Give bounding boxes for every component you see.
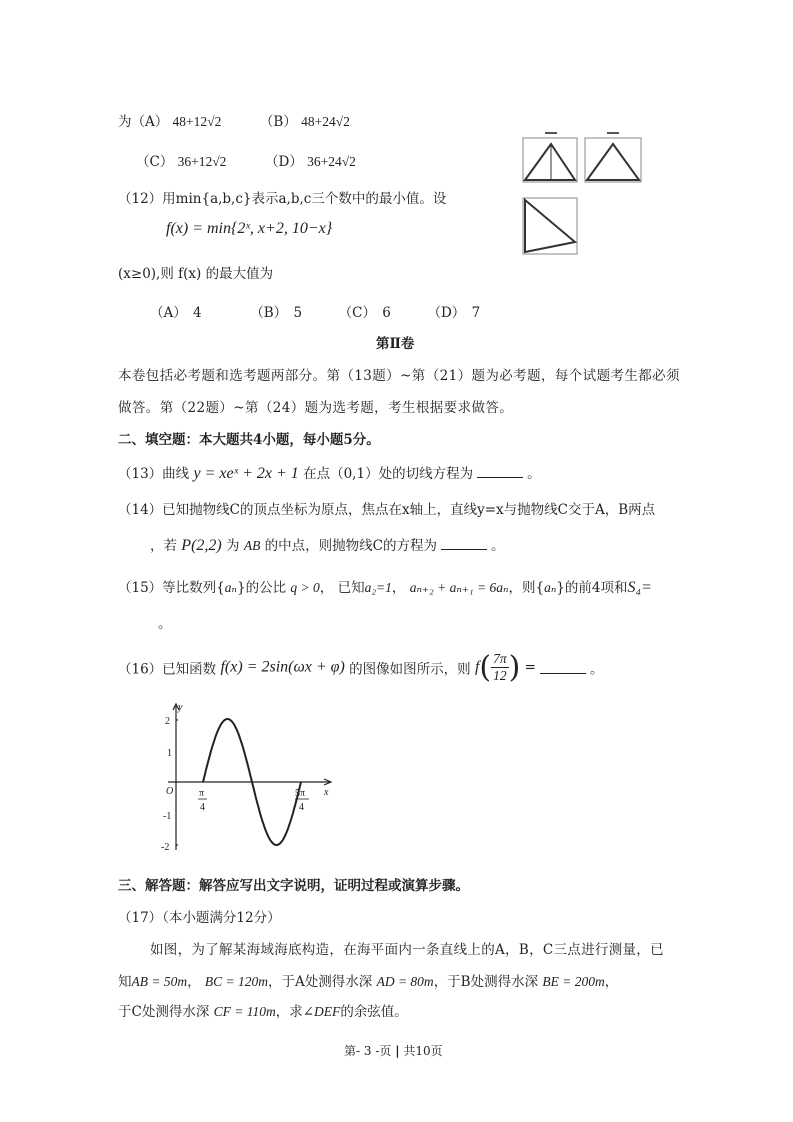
q17-be: BE = 200m	[542, 974, 605, 989]
sine-graph	[158, 700, 338, 860]
q11-option-c-label: （C）	[136, 154, 174, 170]
q17-line2	[118, 970, 618, 990]
y-tick-2: 2	[165, 716, 170, 727]
q13-blank	[477, 465, 523, 478]
q16-numerator: 7π	[493, 651, 507, 666]
q17-l2-b: ，	[187, 974, 201, 990]
q11-lead: 为（A）	[118, 114, 169, 130]
q17-l2-a: 知	[118, 974, 132, 990]
q15-s4: S₄=	[627, 579, 652, 596]
y-tick-neg2: -2	[161, 842, 170, 853]
q15	[118, 576, 652, 597]
q17-l3-c: 的余弦值。	[340, 1004, 408, 1020]
q11-options-row2	[136, 150, 356, 170]
q17-angle: ∠DEF	[302, 1004, 341, 1019]
q16-denominator: 12	[493, 668, 507, 683]
q16-blank	[540, 661, 586, 674]
q15-end: 。	[158, 616, 172, 632]
x-tick1-num: π	[199, 788, 205, 799]
q14-ab: AB	[243, 538, 261, 553]
page-total: 共10页	[403, 1044, 443, 1058]
q11-option-c: 36+12√2	[177, 154, 227, 169]
q12-option-c: （C） 6	[338, 305, 391, 321]
q14-blank	[441, 537, 487, 550]
q13-end: 。	[527, 466, 541, 482]
q14-prefix: ，若	[150, 538, 177, 554]
q12-condition: (x≥0),则 f(x) 的最大值为	[118, 266, 274, 282]
q16-formula: f(x) = 2sin(ωx + φ)	[220, 658, 345, 676]
q11-option-b: 48+24√2	[301, 114, 350, 129]
x-label: x	[324, 787, 329, 798]
y-label: y	[178, 702, 183, 713]
x-tick2-num: 5π	[295, 788, 306, 799]
q17-line3	[118, 1000, 408, 1020]
q13-prefix: （13）曲线	[118, 466, 190, 482]
q15-ratio: q > 0	[290, 580, 320, 595]
footer-separator: |	[395, 1044, 400, 1058]
q11-option-a: 48+12√2	[172, 114, 222, 129]
q17-cf: CF = 110m	[213, 1004, 276, 1019]
y-tick-neg1: -1	[163, 811, 172, 822]
q11-options-row1	[118, 110, 350, 130]
q17-l3-a: 于C处测得水深	[118, 1004, 210, 1020]
q15-ratio-pre: }的公比	[237, 580, 287, 596]
q17-l2-d: ，于B处测得水深	[433, 974, 539, 990]
q17-title: （17）（本小题满分12分）	[118, 910, 281, 926]
q16-prefix: （16）已知函数	[118, 661, 217, 678]
fill-heading: 二、填空题：本大题共4小题，每小题5分。	[118, 432, 380, 448]
solve-heading: 三、解答题：解答应写出文字说明，证明过程或演算步骤。	[118, 878, 469, 894]
q15-relation: aₙ₊₂ + aₙ₊₁ = 6aₙ	[409, 580, 509, 595]
q17-ab: AB = 50m	[131, 974, 188, 989]
q17-l3-b: ，求	[275, 1004, 303, 1020]
q15-an: aₙ	[224, 580, 238, 595]
q15-known: ， 已知	[319, 580, 365, 596]
footer	[344, 1042, 443, 1059]
q16-eq: =	[524, 659, 536, 676]
q14-line1: （14）已知抛物线C的顶点坐标为原点，焦点在x轴上，直线y=x与抛物线C交于A，B两点	[118, 502, 656, 518]
q15-comma: ，	[391, 580, 406, 596]
q14-point: P(2,2)	[181, 537, 222, 554]
q15-a2: a₂=1	[364, 580, 392, 595]
q12-option-d: （D） 7	[427, 305, 481, 321]
q14-line2	[150, 534, 504, 555]
q12-text: （12）用min{a,b,c}表示a,b,c三个数中的最小值。设	[118, 191, 447, 207]
q16-fraction	[491, 651, 509, 684]
q13-text: 在点（0,1）处的切线方程为	[303, 466, 474, 482]
origin-label: O	[166, 786, 174, 797]
q17-bc: BC = 120m	[204, 974, 269, 989]
q13	[118, 462, 541, 483]
section-title: 第Ⅱ卷	[376, 336, 415, 352]
q12-formula: f(x) = min{2ˣ, x+2, 10−x}	[166, 220, 333, 237]
y-tick-1: 1	[167, 748, 172, 759]
q16: （16）已知函数 f(x) = 2sin(ωx + φ) 的图像如图所示，则 f( $\frac{7\pi}{12}$ ) = 。	[118, 650, 604, 685]
q17-l2-e: ，	[604, 974, 619, 990]
q16-text: 的图像如图所示，则	[349, 661, 471, 678]
q17-line1: 如图，为了解某海域海底构造，在海平面内一条直线上的A，B，C三点进行测量，已	[150, 942, 664, 958]
q16-f: f	[474, 658, 480, 676]
q17-l2-c: ，于A处测得水深	[268, 974, 373, 990]
q11-option-d: 36+24√2	[307, 154, 356, 169]
q13-formula: y = xeˣ + 2x + 1	[193, 465, 299, 482]
section-intro-line1: 本卷包括必考题和选考题两部分。第（13题）~第（21）题为必考题，每个试题考生都必须	[118, 368, 680, 384]
page-number: 第- 3 -页	[344, 1044, 392, 1058]
q14-end: 。	[490, 538, 505, 554]
q15-sum: }的前4项和	[556, 580, 628, 596]
q15-an-2: aₙ	[544, 580, 557, 595]
q16-end: 。	[589, 661, 604, 678]
q12-option-b: （B） 5	[250, 305, 303, 321]
q12-option-a: （A） 4	[150, 305, 202, 321]
q11-option-b-label: （B）	[259, 114, 297, 130]
q14-text: 的中点，则抛物线C的方程为	[264, 538, 437, 554]
x-tick2-den: 4	[299, 802, 304, 813]
section-intro-line2: 做答。第（22题）~第（24）题为选考题，考生根据要求做答。	[118, 400, 514, 416]
three-view-figure	[515, 130, 655, 265]
q14-mid: 为	[226, 538, 240, 554]
q12-options	[150, 301, 480, 321]
q11-option-d-label: （D）	[265, 154, 303, 170]
x-tick1-den: 4	[200, 802, 205, 813]
q15-then: ，则{	[508, 580, 545, 596]
q15-prefix: （15）等比数列{	[118, 580, 225, 596]
q17-ad: AD = 80m	[376, 974, 434, 989]
